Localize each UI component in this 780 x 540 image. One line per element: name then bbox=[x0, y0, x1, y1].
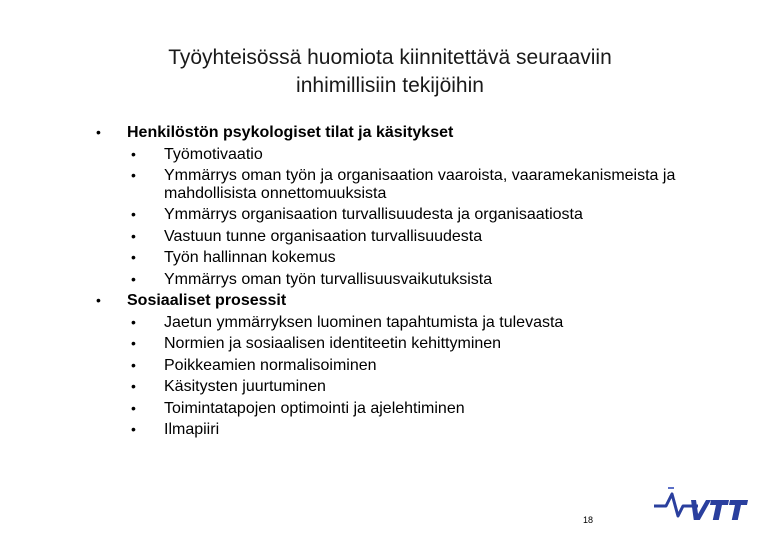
list-item bbox=[0, 419, 780, 441]
bullet-icon: • bbox=[131, 399, 136, 416]
list-item bbox=[0, 355, 780, 377]
vtt-logo bbox=[650, 486, 750, 522]
bullet-list bbox=[0, 122, 780, 441]
list-item-text: Työn hallinnan kokemus bbox=[164, 249, 336, 266]
bullet-icon: • bbox=[131, 270, 136, 287]
list-item-text: Jaetun ymmärryksen luominen tapahtumista ja tulevasta bbox=[164, 313, 564, 331]
list-item-text: Ymmärrys oman työn ja organisaation vaaroista, vaaramekanismeista ja mahdollisista onnettomuuksista bbox=[164, 167, 676, 202]
bullet-icon: • bbox=[131, 356, 136, 373]
bullet-icon: • bbox=[131, 335, 136, 351]
logo-lettering bbox=[687, 500, 748, 520]
section-heading-text: Sosiaaliset prosessit bbox=[127, 292, 287, 309]
list-item bbox=[0, 312, 780, 334]
list-item-text: Työmotivaatio bbox=[164, 145, 263, 163]
bullet-icon: • bbox=[131, 227, 136, 244]
list-item bbox=[0, 398, 780, 420]
slide-title bbox=[100, 44, 680, 100]
list-item-text: Poikkeamien normalisoiminen bbox=[164, 356, 377, 374]
bullet-icon: • bbox=[131, 249, 136, 265]
list-item bbox=[0, 226, 780, 248]
bullet-icon: • bbox=[131, 206, 136, 222]
list-item bbox=[0, 333, 780, 355]
slide-title-line1: Työyhteisössä huomiota kiinnitettävä seuraaviin bbox=[168, 46, 612, 69]
bullet-icon: • bbox=[131, 145, 136, 162]
slide-title-line2: inhimillisiin tekijöihin bbox=[296, 74, 484, 97]
section-heading-social bbox=[0, 290, 780, 312]
bullet-icon: • bbox=[96, 124, 101, 140]
list-item bbox=[0, 204, 780, 226]
logo-swoosh-icon bbox=[654, 494, 698, 516]
list-item bbox=[0, 165, 780, 204]
list-item-text: Ilmapiiri bbox=[164, 421, 220, 438]
bullet-icon: • bbox=[96, 292, 101, 308]
bullet-icon: • bbox=[131, 167, 136, 183]
bullet-icon: • bbox=[131, 313, 136, 330]
list-item-text: Ymmärrys organisaation turvallisuudesta ja organisaatiosta bbox=[164, 206, 583, 223]
page-number: 18 bbox=[583, 515, 594, 525]
section-heading-text: Henkilöstön psykologiset tilat ja käsitykset bbox=[127, 124, 454, 141]
list-item bbox=[0, 376, 780, 398]
list-item bbox=[0, 269, 780, 291]
list-item-text: Käsitysten juurtuminen bbox=[164, 378, 326, 395]
list-item-text: Toimintatapojen optimointi ja ajelehtiminen bbox=[164, 399, 465, 417]
list-item-text: Normien ja sosiaalisen identiteetin kehittyminen bbox=[164, 335, 502, 352]
list-item bbox=[0, 144, 780, 166]
bullet-icon: • bbox=[131, 378, 136, 394]
bullet-icon: • bbox=[131, 421, 136, 437]
section-heading-psychological bbox=[0, 122, 780, 144]
list-item-text: Ymmärrys oman työn turvallisuusvaikutuksista bbox=[164, 270, 493, 288]
list-item bbox=[0, 247, 780, 269]
list-item-text: Vastuun tunne organisaation turvallisuudesta bbox=[164, 227, 483, 245]
